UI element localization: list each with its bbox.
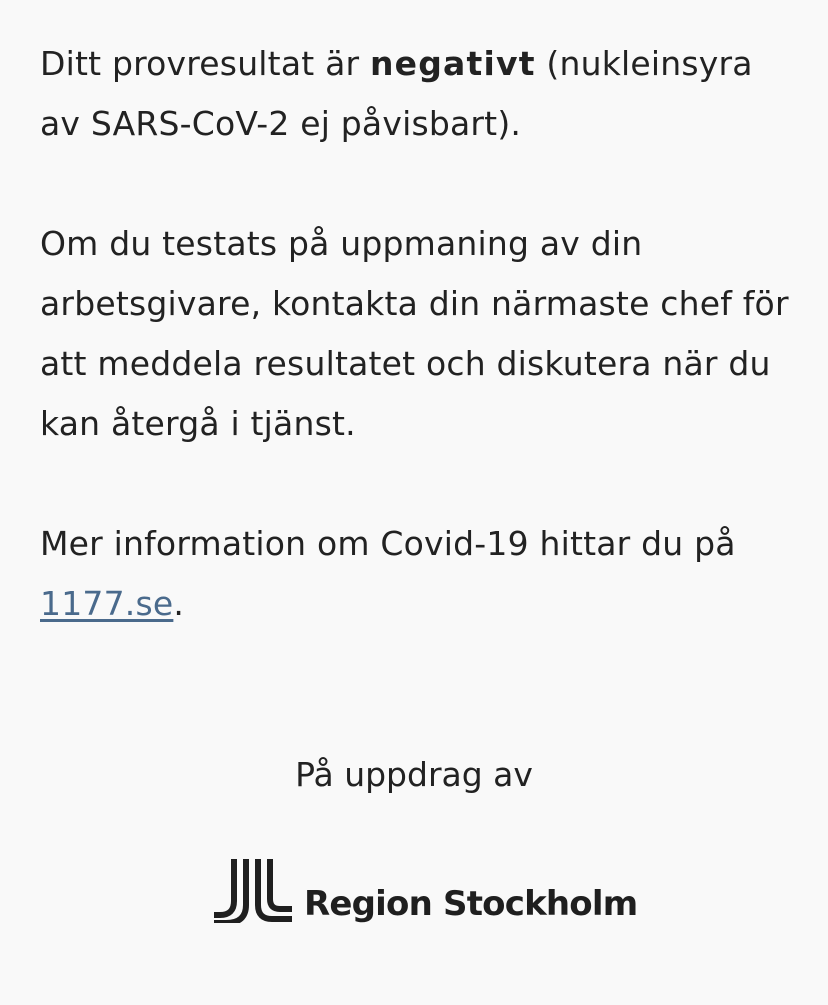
commission-text: På uppdrag av bbox=[295, 755, 533, 794]
result-emphasis: negativt bbox=[369, 44, 536, 83]
employer-instructions: Om du testats på uppmaning av din arbetsgivare, kontakta din närmaste chef för att meddela resultatet och diskutera när du kan återgå i tjänst. bbox=[40, 224, 789, 443]
1177-link[interactable]: 1177.se bbox=[40, 584, 174, 623]
result-prefix: Ditt provresultat är bbox=[40, 44, 370, 83]
region-stockholm-logo bbox=[212, 854, 637, 926]
more-info-paragraph bbox=[40, 514, 800, 634]
logo-text: Region Stockholm bbox=[304, 884, 638, 924]
result-suffix: (nukleinsyra av SARS-CoV-2 ej påvisbart). bbox=[40, 44, 753, 143]
result-message bbox=[40, 34, 800, 694]
more-info-suffix: . bbox=[173, 584, 185, 623]
more-info-prefix: Mer information om Covid-19 hittar du på bbox=[40, 524, 736, 563]
region-stockholm-logo-mark-icon bbox=[212, 857, 292, 923]
result-paragraph bbox=[40, 34, 800, 154]
